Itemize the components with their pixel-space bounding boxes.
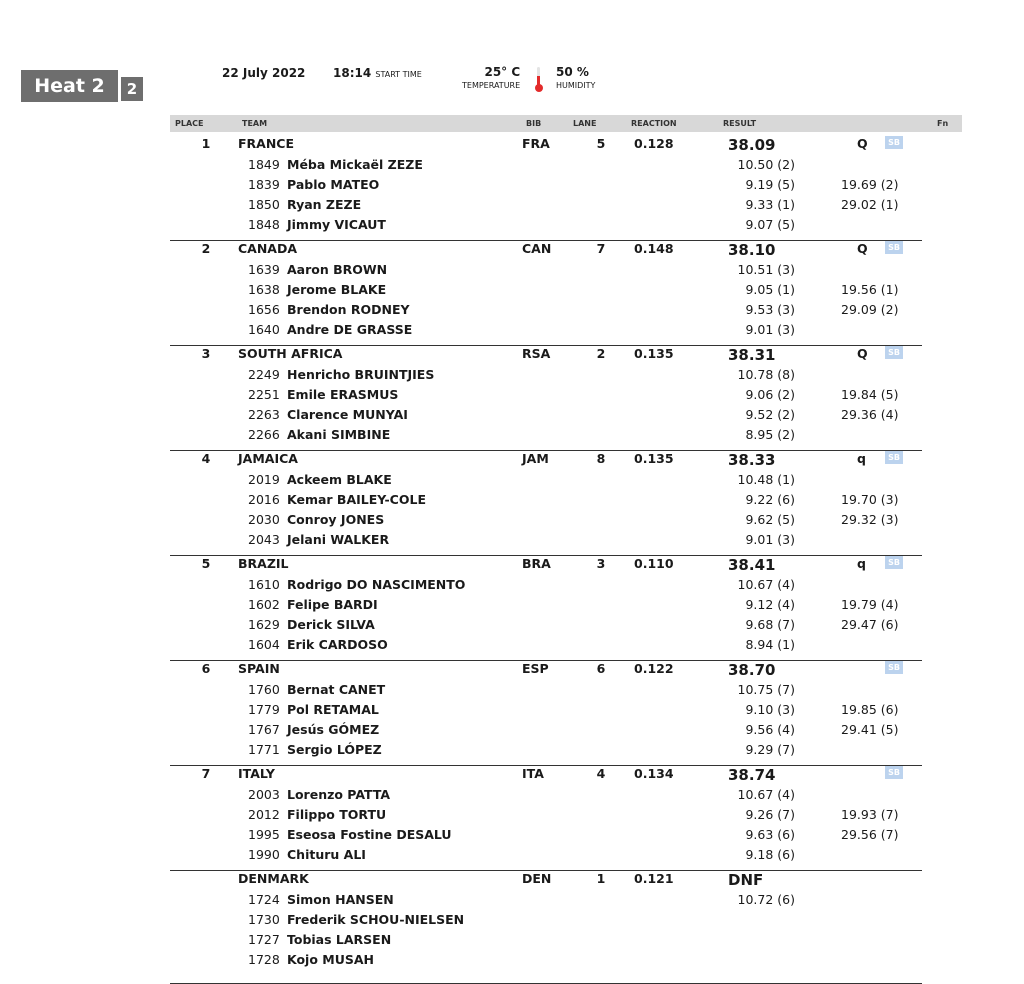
athlete-bib: 2012 — [248, 807, 280, 822]
place: 1 — [201, 136, 211, 151]
athlete-row — [170, 406, 922, 426]
athlete-row — [170, 911, 922, 931]
qualification: Q — [857, 241, 868, 256]
athlete-row — [170, 386, 922, 406]
qualification: Q — [857, 136, 868, 151]
lane: 7 — [596, 241, 606, 256]
team-block — [170, 136, 922, 241]
athlete-name: Clarence MUNYAI — [287, 407, 408, 422]
sb-badge: SB — [885, 556, 903, 569]
athlete-bib: 2266 — [248, 427, 280, 442]
lane: 6 — [596, 661, 606, 676]
athlete-row — [170, 846, 922, 866]
team-code: ESP — [522, 661, 549, 676]
place: 5 — [201, 556, 211, 571]
athlete-row — [170, 596, 922, 616]
team-row — [170, 451, 922, 471]
athlete-row — [170, 216, 922, 236]
athlete-bib: 1629 — [248, 617, 280, 632]
split-time: 9.18 (6) — [745, 847, 795, 862]
athlete-name: Felipe BARDI — [287, 597, 378, 612]
athlete-row — [170, 701, 922, 721]
cumulative-time: 19.93 (7) — [841, 807, 899, 822]
athlete-row — [170, 281, 922, 301]
split-time: 9.06 (2) — [745, 387, 795, 402]
cumulative-time: 29.56 (7) — [841, 827, 899, 842]
split-time: 9.63 (6) — [745, 827, 795, 842]
team-code: RSA — [522, 346, 551, 361]
team-row — [170, 766, 922, 786]
lane: 3 — [596, 556, 606, 571]
humidity-value: 50 % — [556, 65, 589, 79]
humidity-label: HUMIDITY — [556, 81, 596, 90]
humidity — [556, 66, 595, 92]
result: 38.41 — [728, 556, 776, 574]
athlete-name: Tobias LARSEN — [287, 932, 392, 947]
athlete-row — [170, 681, 922, 701]
team-name: BRAZIL — [238, 556, 289, 571]
split-time: 10.67 (4) — [737, 577, 795, 592]
athlete-bib: 1604 — [248, 637, 280, 652]
athlete-bib: 2016 — [248, 492, 280, 507]
team-row — [170, 871, 922, 891]
athlete-row — [170, 806, 922, 826]
lane: 4 — [596, 766, 606, 781]
athlete-name: Rodrigo DO NASCIMENTO — [287, 577, 466, 592]
athlete-row — [170, 511, 922, 531]
heat-number: 2 — [121, 77, 143, 101]
split-time: 9.10 (3) — [745, 702, 795, 717]
reaction: 0.110 — [634, 556, 674, 571]
col-result: RESULT — [723, 119, 757, 128]
athlete-name: Ryan ZEZE — [287, 197, 362, 212]
team-code: CAN — [522, 241, 552, 256]
sb-badge: SB — [885, 346, 903, 359]
athlete-name: Conroy JONES — [287, 512, 385, 527]
place: 7 — [201, 766, 211, 781]
cumulative-time: 19.79 (4) — [841, 597, 899, 612]
athlete-name: Ackeem BLAKE — [287, 472, 392, 487]
team-name: CANADA — [238, 241, 298, 256]
athlete-name: Aaron BROWN — [287, 262, 388, 277]
athlete-name: Simon HANSEN — [287, 892, 394, 907]
athlete-row — [170, 301, 922, 321]
athlete-bib: 1760 — [248, 682, 280, 697]
col-reaction: REACTION — [631, 119, 677, 128]
athlete-name: Jelani WALKER — [287, 532, 390, 547]
athlete-name: Emile ERASMUS — [287, 387, 399, 402]
athlete-bib: 2019 — [248, 472, 280, 487]
lane: 5 — [596, 136, 606, 151]
athlete-bib: 2251 — [248, 387, 280, 402]
reaction: 0.148 — [634, 241, 674, 256]
athlete-name: Chituru ALI — [287, 847, 366, 862]
athlete-row — [170, 156, 922, 176]
athlete-bib: 1767 — [248, 722, 280, 737]
lane: 8 — [596, 451, 606, 466]
athlete-name: Lorenzo PATTA — [287, 787, 391, 802]
result: 38.10 — [728, 241, 776, 259]
athlete-name: Pablo MATEO — [287, 177, 380, 192]
athlete-bib: 1728 — [248, 952, 280, 967]
sb-badge: SB — [885, 241, 903, 254]
event-date: 22 July 2022 — [222, 66, 306, 80]
cumulative-time: 19.84 (5) — [841, 387, 899, 402]
athlete-bib: 2263 — [248, 407, 280, 422]
split-time: 9.33 (1) — [745, 197, 795, 212]
cumulative-time: 19.85 (6) — [841, 702, 899, 717]
cumulative-time: 29.36 (4) — [841, 407, 899, 422]
split-time: 9.68 (7) — [745, 617, 795, 632]
temperature-label: TEMPERATURE — [462, 81, 521, 90]
cumulative-time: 19.69 (2) — [841, 177, 899, 192]
split-time: 9.01 (3) — [745, 322, 795, 337]
cumulative-time: 19.70 (3) — [841, 492, 899, 507]
cumulative-time: 29.02 (1) — [841, 197, 899, 212]
athlete-row — [170, 721, 922, 741]
team-block — [170, 346, 922, 451]
athlete-name: Jesús GÓMEZ — [287, 722, 380, 737]
split-time: 9.52 (2) — [745, 407, 795, 422]
athlete-row — [170, 366, 922, 386]
split-time: 10.78 (8) — [737, 367, 795, 382]
col-team: TEAM — [242, 119, 268, 128]
athlete-name: Jimmy VICAUT — [287, 217, 386, 232]
qualification: Q — [857, 346, 868, 361]
athlete-row — [170, 786, 922, 806]
athlete-row — [170, 951, 922, 971]
athlete-name: Jerome BLAKE — [287, 282, 387, 297]
col-place: PLACE — [175, 119, 204, 128]
athlete-name: Eseosa Fostine DESALU — [287, 827, 452, 842]
col-bib: BIB — [526, 119, 542, 128]
athlete-row — [170, 616, 922, 636]
athlete-bib: 1638 — [248, 282, 280, 297]
athlete-row — [170, 426, 922, 446]
team-block — [170, 451, 922, 556]
team-code: FRA — [522, 136, 550, 151]
sb-badge: SB — [885, 766, 903, 779]
athlete-bib: 1849 — [248, 157, 280, 172]
sb-badge: SB — [885, 451, 903, 464]
split-time: 9.01 (3) — [745, 532, 795, 547]
result: 38.74 — [728, 766, 776, 784]
split-time: 9.26 (7) — [745, 807, 795, 822]
athlete-bib: 1771 — [248, 742, 280, 757]
team-name: JAMAICA — [238, 451, 298, 466]
result: 38.09 — [728, 136, 776, 154]
athlete-bib: 1995 — [248, 827, 280, 842]
athlete-name: Pol RETAMAL — [287, 702, 379, 717]
start-time-value: 18:14 — [333, 66, 372, 80]
team-row — [170, 556, 922, 576]
split-time: 8.95 (2) — [745, 427, 795, 442]
athlete-row — [170, 931, 922, 951]
athlete-row — [170, 321, 922, 341]
athlete-name: Akani SIMBINE — [287, 427, 391, 442]
athlete-row — [170, 471, 922, 491]
athlete-name: Kemar BAILEY-COLE — [287, 492, 426, 507]
athlete-bib: 1640 — [248, 322, 280, 337]
lane: 2 — [596, 346, 606, 361]
temperature — [462, 66, 520, 92]
cumulative-time: 19.56 (1) — [841, 282, 899, 297]
place: 4 — [201, 451, 211, 466]
reaction: 0.134 — [634, 766, 674, 781]
reaction: 0.128 — [634, 136, 674, 151]
split-time: 10.50 (2) — [737, 157, 795, 172]
col-fn: Fn — [937, 119, 949, 128]
athlete-row — [170, 491, 922, 511]
qualification: q — [857, 556, 866, 571]
heat-label: Heat 2 — [21, 70, 118, 102]
split-time: 10.75 (7) — [737, 682, 795, 697]
place: 3 — [201, 346, 211, 361]
team-row — [170, 136, 922, 156]
split-time: 9.62 (5) — [745, 512, 795, 527]
split-time: 9.53 (3) — [745, 302, 795, 317]
athlete-row — [170, 261, 922, 281]
start-time — [333, 66, 422, 80]
athlete-bib: 1602 — [248, 597, 280, 612]
athlete-bib: 1990 — [248, 847, 280, 862]
thermometer-icon — [536, 67, 542, 93]
split-time: 10.67 (4) — [737, 787, 795, 802]
athlete-bib: 2003 — [248, 787, 280, 802]
temperature-value: 25° C — [484, 65, 521, 79]
qualification: q — [857, 451, 866, 466]
reaction: 0.135 — [634, 346, 674, 361]
split-time: 8.94 (1) — [745, 637, 795, 652]
split-time: 9.19 (5) — [745, 177, 795, 192]
results-header — [170, 115, 962, 132]
reaction: 0.135 — [634, 451, 674, 466]
athlete-bib: 1610 — [248, 577, 280, 592]
athlete-row — [170, 636, 922, 656]
results-table — [170, 136, 922, 984]
split-time: 9.12 (4) — [745, 597, 795, 612]
sb-badge: SB — [885, 661, 903, 674]
athlete-name: Bernat CANET — [287, 682, 386, 697]
athlete-bib: 1639 — [248, 262, 280, 277]
athlete-bib: 1848 — [248, 217, 280, 232]
athlete-name: Henricho BRUINTJIES — [287, 367, 435, 382]
split-time: 9.05 (1) — [745, 282, 795, 297]
athlete-row — [170, 176, 922, 196]
result: 38.31 — [728, 346, 776, 364]
athlete-row — [170, 196, 922, 216]
team-name: ITALY — [238, 766, 275, 781]
result: 38.33 — [728, 451, 776, 469]
athlete-name: Filippo TORTU — [287, 807, 387, 822]
athlete-row — [170, 826, 922, 846]
athlete-bib: 1656 — [248, 302, 280, 317]
team-name: SOUTH AFRICA — [238, 346, 343, 361]
cumulative-time: 29.47 (6) — [841, 617, 899, 632]
team-code: DEN — [522, 871, 552, 886]
athlete-bib: 1779 — [248, 702, 280, 717]
split-time: 9.22 (6) — [745, 492, 795, 507]
cumulative-time: 29.09 (2) — [841, 302, 899, 317]
athlete-bib: 1727 — [248, 932, 280, 947]
team-row — [170, 661, 922, 681]
reaction: 0.121 — [634, 871, 674, 886]
split-time: 9.56 (4) — [745, 722, 795, 737]
athlete-bib: 1850 — [248, 197, 280, 212]
athlete-name: Frederik SCHOU-NIELSEN — [287, 912, 465, 927]
split-time: 9.07 (5) — [745, 217, 795, 232]
athlete-bib: 1730 — [248, 912, 280, 927]
athlete-bib: 2249 — [248, 367, 280, 382]
sb-badge: SB — [885, 136, 903, 149]
athlete-row — [170, 576, 922, 596]
split-time: 10.72 (6) — [737, 892, 795, 907]
athlete-name: Kojo MUSAH — [287, 952, 375, 967]
athlete-bib: 2030 — [248, 512, 280, 527]
team-block — [170, 661, 922, 766]
athlete-bib: 1839 — [248, 177, 280, 192]
place: 2 — [201, 241, 211, 256]
cumulative-time: 29.32 (3) — [841, 512, 899, 527]
team-name: FRANCE — [238, 136, 295, 151]
athlete-bib: 1724 — [248, 892, 280, 907]
split-time: 10.48 (1) — [737, 472, 795, 487]
team-code: JAM — [522, 451, 549, 466]
result: DNF — [728, 871, 764, 889]
split-time: 9.29 (7) — [745, 742, 795, 757]
team-name: DENMARK — [238, 871, 309, 886]
athlete-row — [170, 741, 922, 761]
reaction: 0.122 — [634, 661, 674, 676]
athlete-bib: 2043 — [248, 532, 280, 547]
athlete-name: Derick SILVA — [287, 617, 375, 632]
team-code: ITA — [522, 766, 544, 781]
team-row — [170, 346, 922, 366]
start-time-label: START TIME — [375, 70, 422, 79]
athlete-name: Brendon RODNEY — [287, 302, 410, 317]
team-row — [170, 241, 922, 261]
athlete-row — [170, 891, 922, 911]
place: 6 — [201, 661, 211, 676]
athlete-name: Méba Mickaël ZEZE — [287, 157, 423, 172]
lane: 1 — [596, 871, 606, 886]
athlete-name: Sergio LÓPEZ — [287, 742, 382, 757]
team-block — [170, 241, 922, 346]
result: 38.70 — [728, 661, 776, 679]
athlete-row — [170, 531, 922, 551]
athlete-name: Andre DE GRASSE — [287, 322, 413, 337]
athlete-name: Erik CARDOSO — [287, 637, 388, 652]
team-block — [170, 871, 922, 984]
team-block — [170, 556, 922, 661]
team-name: SPAIN — [238, 661, 280, 676]
team-code: BRA — [522, 556, 551, 571]
col-lane: LANE — [573, 119, 597, 128]
team-block — [170, 766, 922, 871]
cumulative-time: 29.41 (5) — [841, 722, 899, 737]
split-time: 10.51 (3) — [737, 262, 795, 277]
